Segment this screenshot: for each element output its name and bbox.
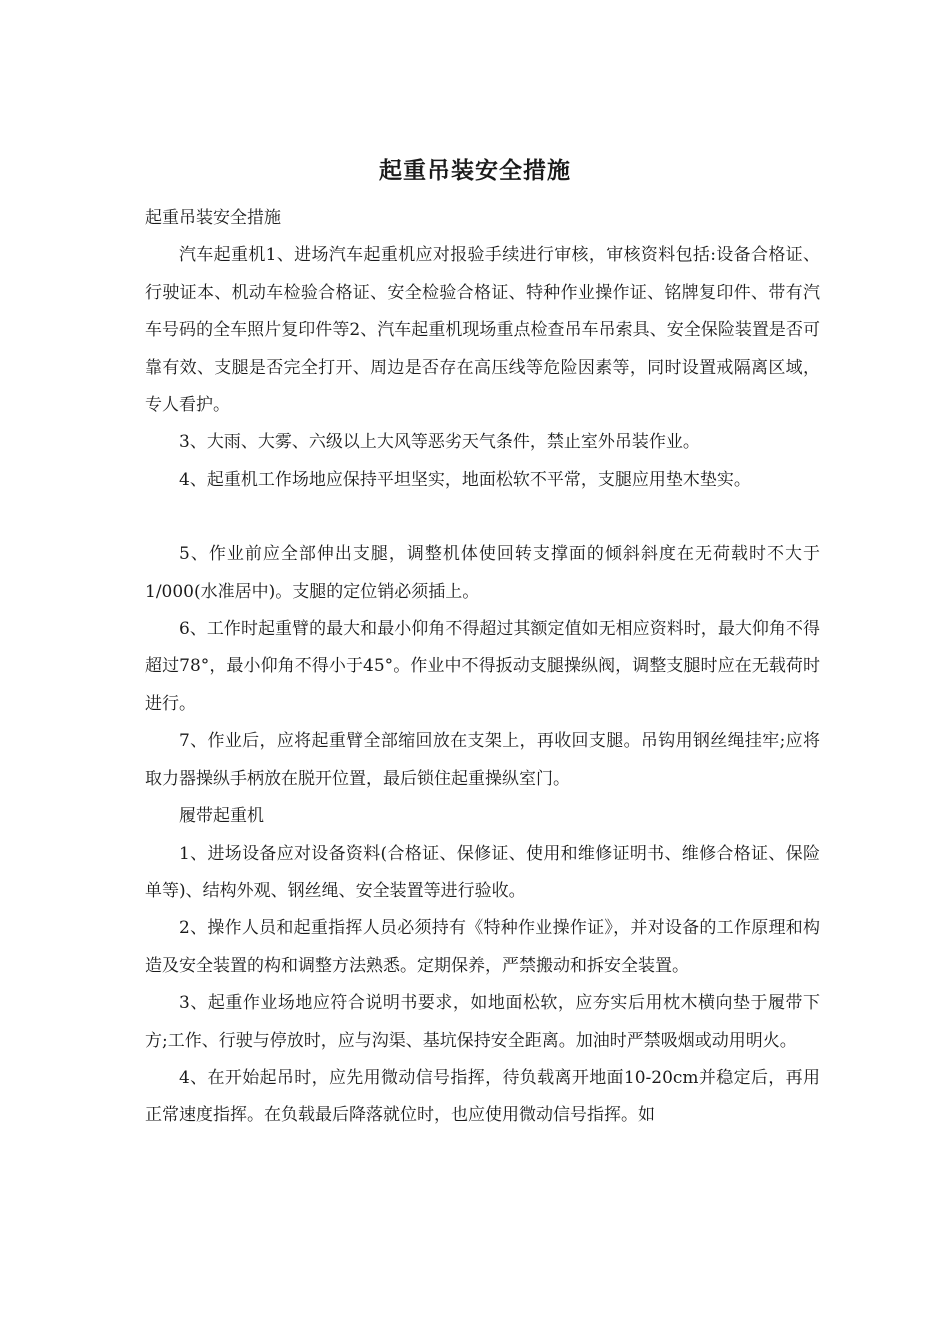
paragraph: 2、操作人员和起重指挥人员必须持有《特种作业操作证》，并对设备的工作原理和构造及安全装置的构和调整方法熟悉。定期保养，严禁搬动和拆安全装置。	[145, 918, 820, 976]
paragraph: 3、起重作业场地应符合说明书要求，如地面松软，应夯实后用枕木横向垫于履带下方;工作、行驶与停放时，应与沟渠、基坑保持安全距离。加油时严禁吸烟或动用明火。	[145, 993, 820, 1051]
paragraph: 4、在开始起吊时，应先用微动信号指挥，待负载离开地面10-20cm并稳定后，再用正常速度指挥。在负载最后降落就位时，也应使用微动信号指挥。如	[145, 1067, 820, 1126]
paragraph: 1、进场设备应对设备资料(合格证、保修证、使用和维修证明书、维修合格证、保险单等)、结构外观、钢丝绳、安全装置等进行验收。	[145, 843, 820, 901]
paragraph: 7、作业后，应将起重臂全部缩回放在支架上，再收回支腿。吊钩用钢丝绳挂牢;应将取力器操纵手柄放在脱开位置，最后锁住起重操纵室门。	[145, 731, 820, 789]
paragraph: 6、工作时起重臂的最大和最小仰角不得超过其额定值如无相应资料时，最大仰角不得超过78°，最小仰角不得小于45°。作业中不得扳动支腿操纵阀，调整支腿时应在无载荷时进行。	[145, 619, 820, 714]
paragraph: 汽车起重机1、进场汽车起重机应对报验手续进行审核，审核资料包括:设备合格证、行驶证本、机动车检验合格证、安全检验合格证、特种作业操作证、铭牌复印件、带有汽车号码的全车照片复印件等2、汽车起重机现场重点检查吊车吊索具、安全保险装置是否可靠有效、支腿是否完全打开、周边是否存在高压线等危险因素等，同时设置戒隔离区域，专人看护。	[145, 245, 820, 416]
document-title: 起重吊装安全措施	[379, 157, 571, 184]
paragraph: 4、起重机工作场地应保持平坦坚实，地面松软不平常，支腿应用垫木垫实。	[179, 469, 751, 490]
document-body	[145, 200, 820, 1135]
paragraph: 5、作业前应全部伸出支腿，调整机体使回转支撑面的倾斜斜度在无荷载时不大于1/000(水准居中)。支腿的定位销必须插上。	[145, 544, 820, 602]
section-heading: 履带起重机	[179, 806, 264, 827]
paragraph: 起重吊装安全措施	[145, 208, 281, 228]
paragraph: 3、大雨、大雾、六级以上大风等恶劣天气条件，禁止室外吊装作业。	[179, 432, 700, 453]
